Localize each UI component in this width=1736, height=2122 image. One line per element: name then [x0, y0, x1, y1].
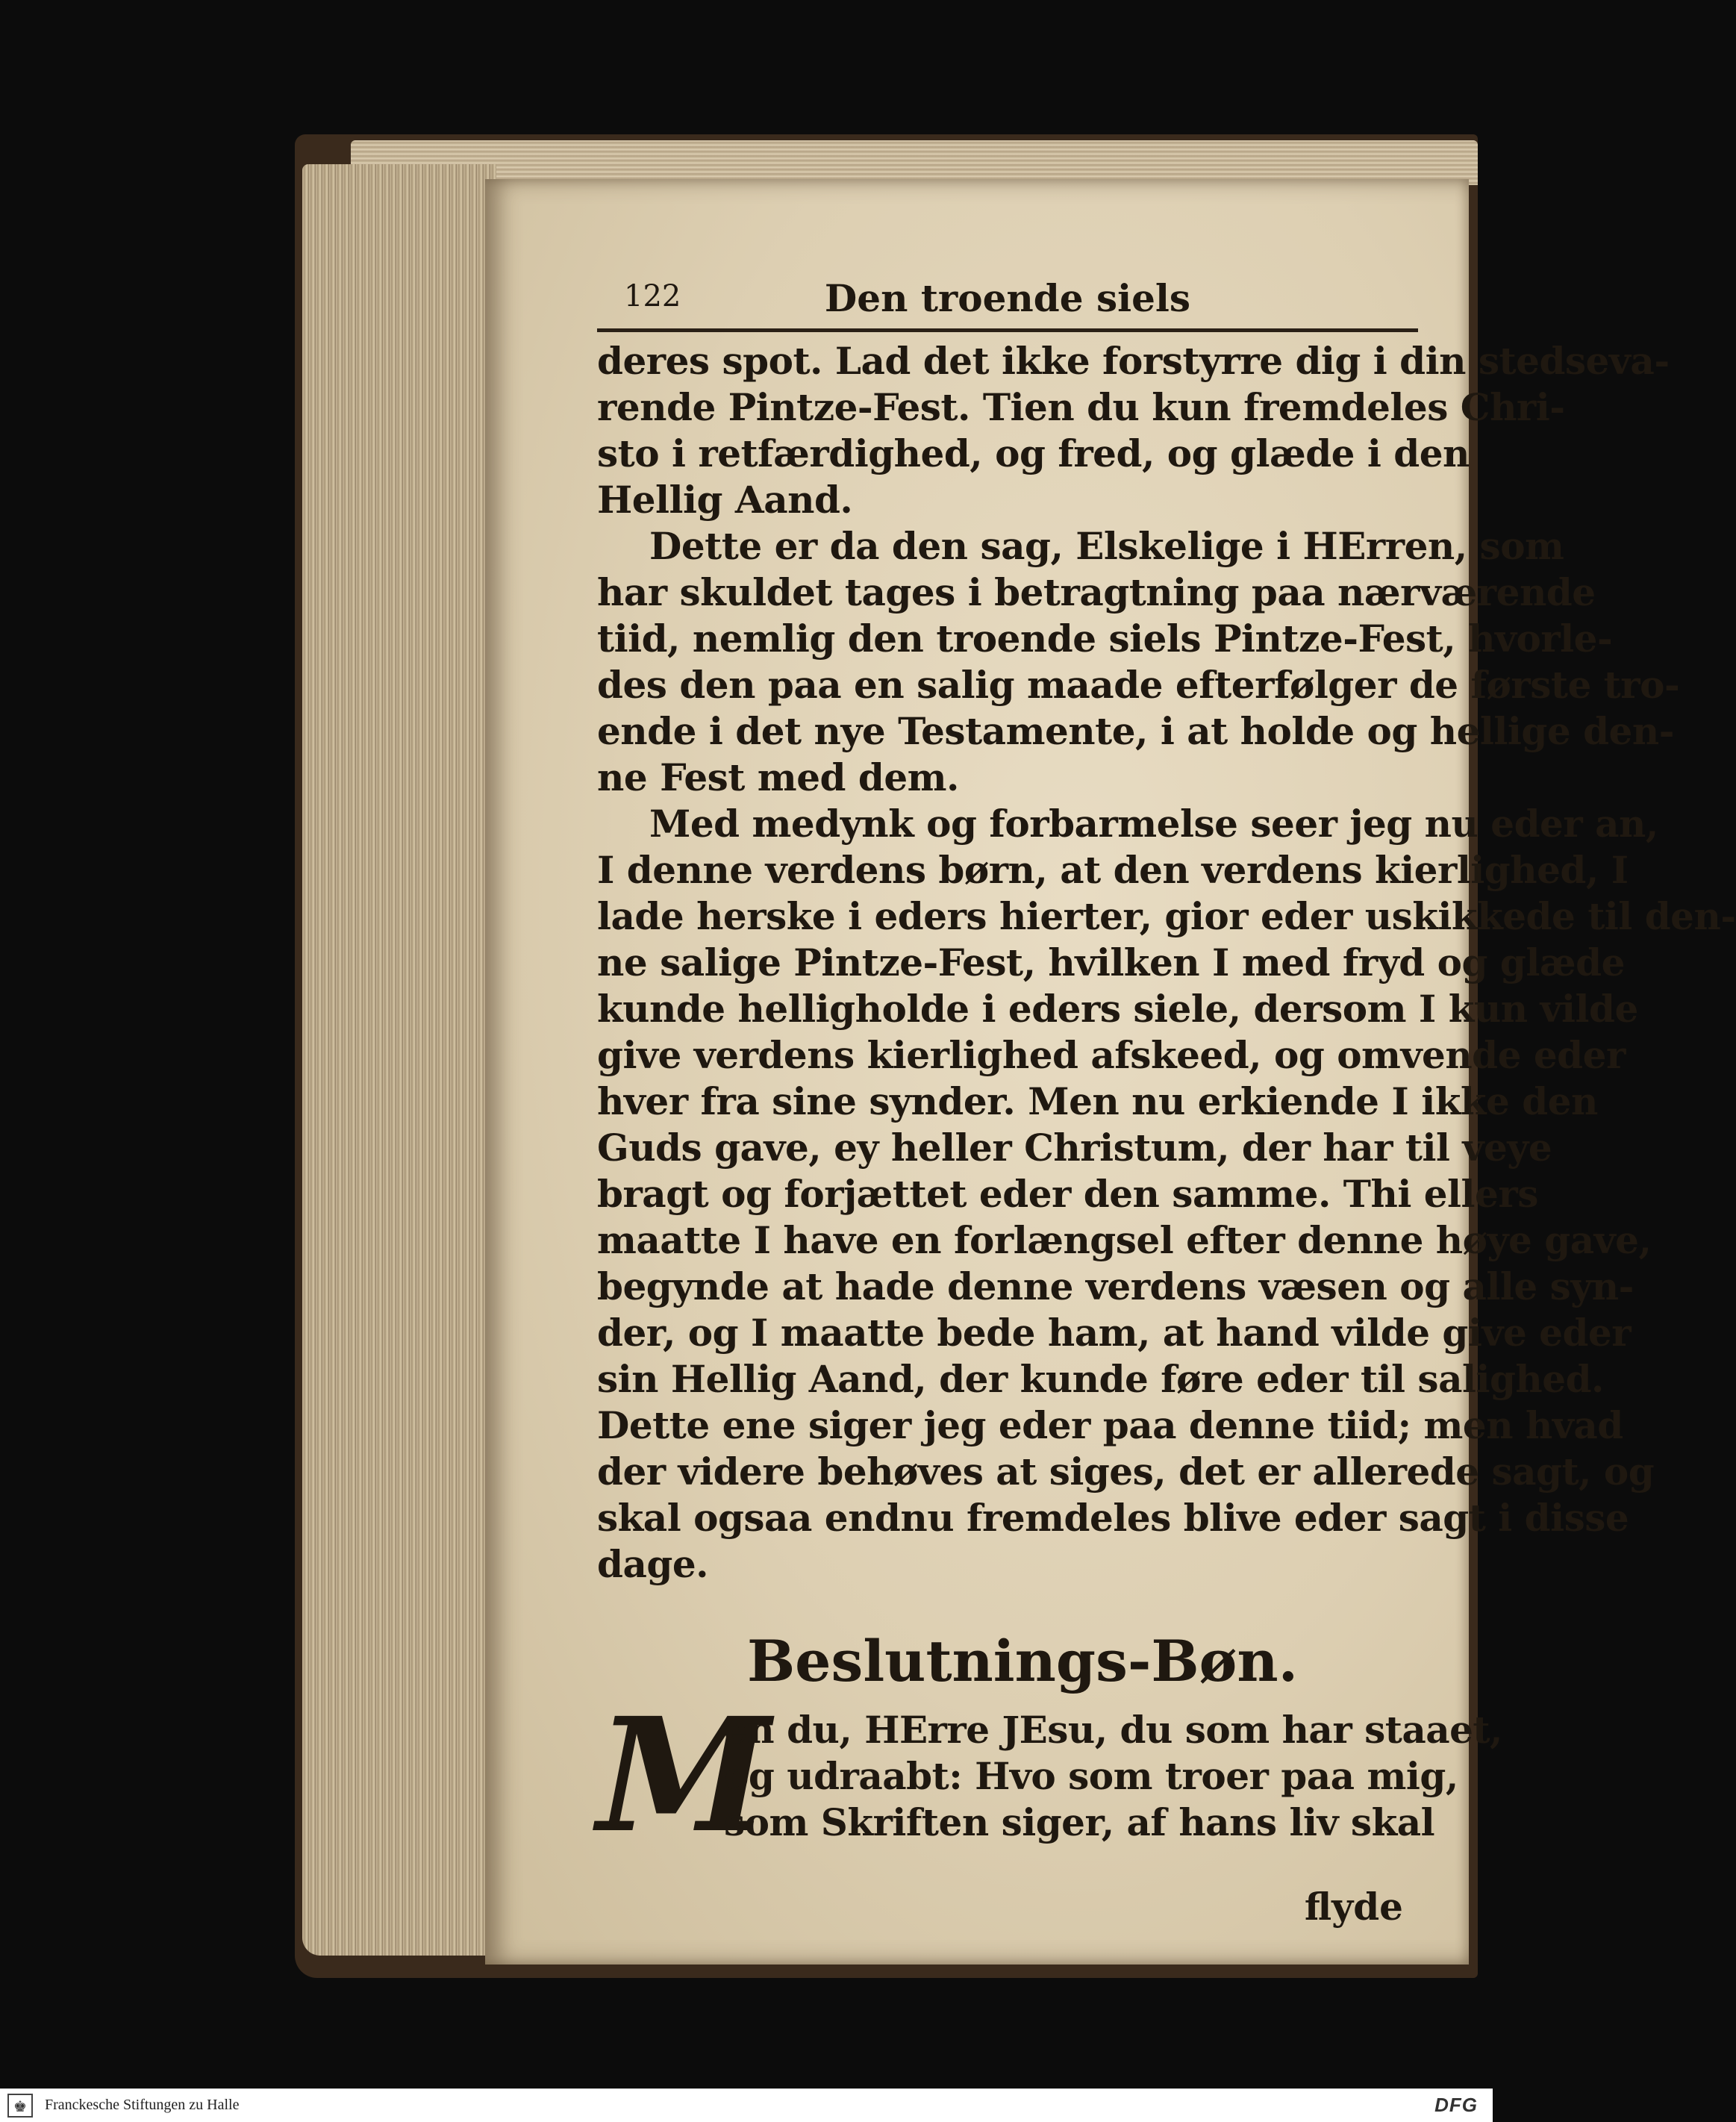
text-line: Hellig Aand.	[597, 478, 853, 522]
page-number: 122	[624, 279, 681, 313]
text-line: lade herske i eders hierter, gior eder uskikkede til den-	[597, 894, 1736, 938]
text-line: har skuldet tages i betragtning paa nærværende	[597, 570, 1596, 614]
text-line: ne salige Pintze-Fest, hvilken I med fryd og glæde	[597, 940, 1625, 984]
prayer-line: som Skriften siger, af hans liv skal	[724, 1800, 1435, 1844]
footer-credit: Franckesche Stiftungen zu Halle	[45, 2097, 240, 2113]
text-line: skal ogsaa endnu fremdeles blive eder sagt i disse	[597, 1496, 1629, 1540]
franckesche-stiftungen-logo-icon: ♚	[7, 2094, 33, 2118]
drop-cap: M	[597, 1683, 771, 1867]
section-title: Beslutnings-Bøn.	[746, 1628, 1299, 1694]
text-line: hver fra sine synder. Men nu erkiende I ikke den	[597, 1079, 1598, 1123]
page-header	[597, 276, 1418, 332]
text-line: give verdens kierlighed afskeed, og omvende eder	[597, 1033, 1626, 1077]
running-head: Den troende siels	[824, 276, 1191, 320]
prayer-lines	[724, 1707, 1502, 1846]
dfg-logo: DFG	[1434, 2094, 1478, 2116]
text-line: Dette er da den sag, Elskelige i HErren, som	[649, 524, 1564, 568]
page-text	[597, 276, 1736, 1929]
text-line: Guds gave, ey heller Christum, der har til veye	[597, 1126, 1552, 1170]
text-line: dage.	[597, 1542, 709, 1586]
book-page-edges	[302, 164, 496, 1956]
prayer-section	[597, 1683, 1502, 1929]
catchword: flyde	[1304, 1885, 1403, 1929]
text-line: I denne verdens børn, at den verdens kierlighed, I	[597, 848, 1629, 892]
prayer-line: og udraabt: Hvo som troer paa mig,	[724, 1754, 1458, 1798]
text-line: kunde helligholde i eders siele, dersom I kun vilde	[597, 987, 1638, 1031]
body-text	[597, 338, 1736, 1588]
text-line: deres spot. Lad det ikke forstyrre dig i din stedseva-	[597, 339, 1670, 383]
text-line: Med medynk og forbarmelse seer jeg nu eder an,	[649, 802, 1658, 846]
text-line: der videre behøves at siges, det er allerede sagt, og	[597, 1449, 1655, 1494]
text-line: ne Fest med dem.	[597, 755, 959, 799]
text-line: maatte I have en forlængsel efter denne høye gave,	[597, 1218, 1652, 1262]
text-line: des den paa en salig maade efterfølger de første tro-	[597, 663, 1680, 707]
text-line: begynde at hade denne verdens væsen og alle syn-	[597, 1264, 1634, 1308]
text-line: rende Pintze-Fest. Tien du kun fremdeles Chri-	[597, 385, 1565, 429]
footer-bar	[0, 2088, 1493, 2122]
text-line: ende i det nye Testamente, i at holde og hellige den-	[597, 709, 1674, 753]
text-line: sin Hellig Aand, der kunde føre eder til salighed.	[597, 1357, 1604, 1401]
prayer-line: en du, HErre JEsu, du som har staaet,	[724, 1708, 1502, 1752]
text-line: Dette ene siger jeg eder paa denne tiid; men hvad	[597, 1403, 1623, 1447]
text-line: der, og I maatte bede ham, at hand vilde give eder	[597, 1311, 1632, 1355]
text-line: tiid, nemlig den troende siels Pintze-Fest, hvorle-	[597, 617, 1613, 661]
text-line: bragt og forjættet eder den samme. Thi ellers	[597, 1172, 1538, 1216]
text-line: sto i retfærdighed, og fred, og glæde i den	[597, 431, 1470, 475]
book-top-edge	[351, 140, 1478, 185]
